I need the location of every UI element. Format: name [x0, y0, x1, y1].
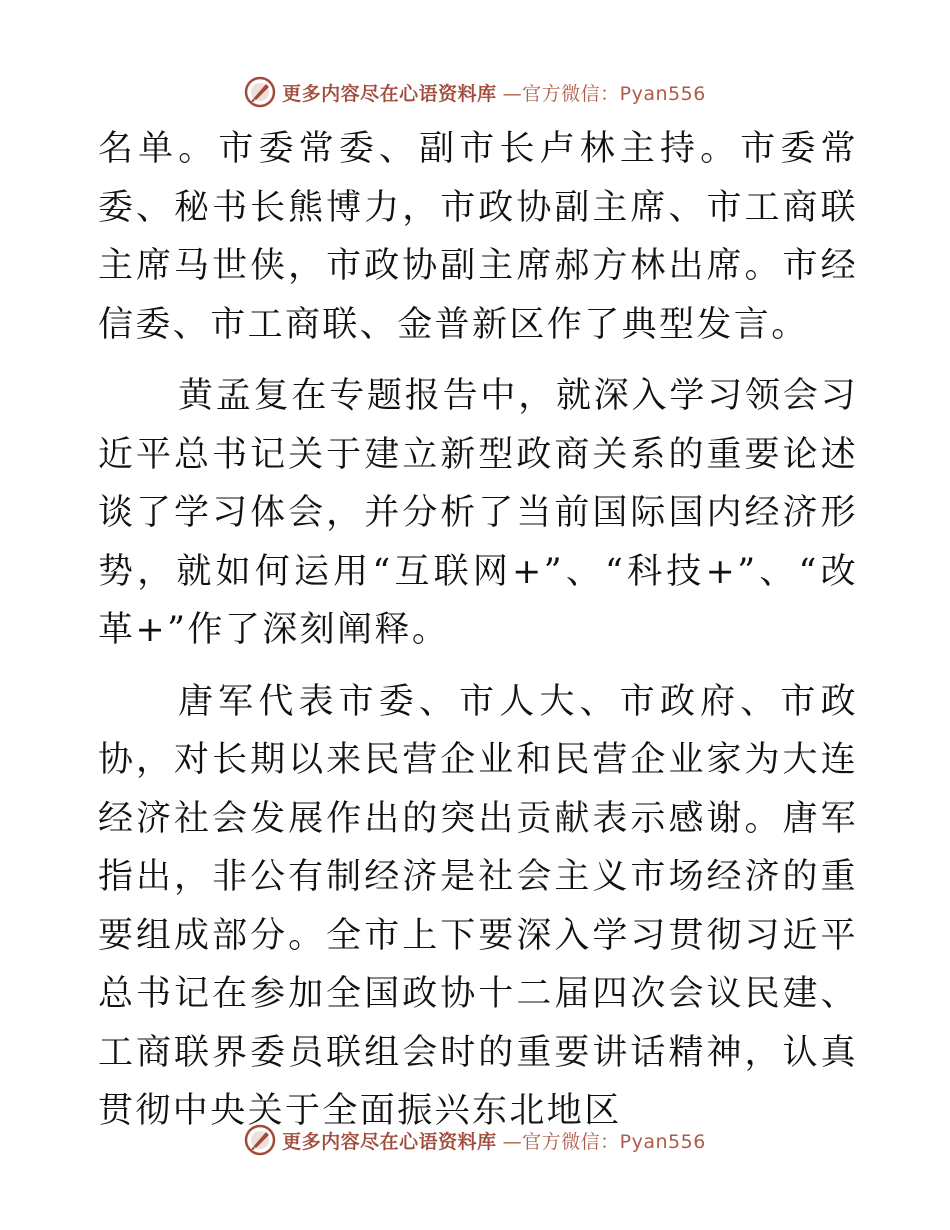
header-brand-text: 更多内容尽在心语资料库: [282, 82, 497, 105]
header-watermark: [244, 76, 706, 108]
footer-brand-text: 更多内容尽在心语资料库: [282, 1130, 497, 1153]
page-footer: [0, 1120, 950, 1160]
document-body: [98, 120, 858, 1141]
paragraph-3: 唐军代表市委、市人大、市政府、市政协，对长期以来民营企业和民营企业家为大连经济社会发展作出的突出贡献表示感谢。唐军指出，非公有制经济是社会主义市场经济的重要组成部分。全市上下要深入学习贯彻习近平总书记在参加全国政协十二届四次会议民建、工商联界委员联组会时的重要讲话精神，认真贯彻中央关于全面振兴东北地区: [98, 681, 858, 1131]
footer-contact-text: —官方微信：Pyan556: [502, 1130, 706, 1153]
footer-watermark: [244, 1124, 706, 1156]
header-contact-text: —官方微信：Pyan556: [502, 82, 706, 105]
paragraph-2: 黄孟复在专题报告中，就深入学习领会习近平总书记关于建立新型政商关系的重要论述谈了学习体会，并分析了当前国际国内经济形势，就如何运用“互联网+”、“科技+”、“改革+”作了深刻阐释。: [98, 376, 858, 650]
quill-seal-logo-icon: [244, 1124, 276, 1156]
page-header: [0, 72, 950, 112]
paragraph-1: 名单。市委常委、副市长卢林主持。市委常委、秘书长熊博力，市政协副主席、市工商联主席马世侠，市政协副主席郝方林出席。市经信委、市工商联、金普新区作了典型发言。: [98, 129, 858, 345]
quill-seal-logo-icon: [244, 76, 276, 108]
